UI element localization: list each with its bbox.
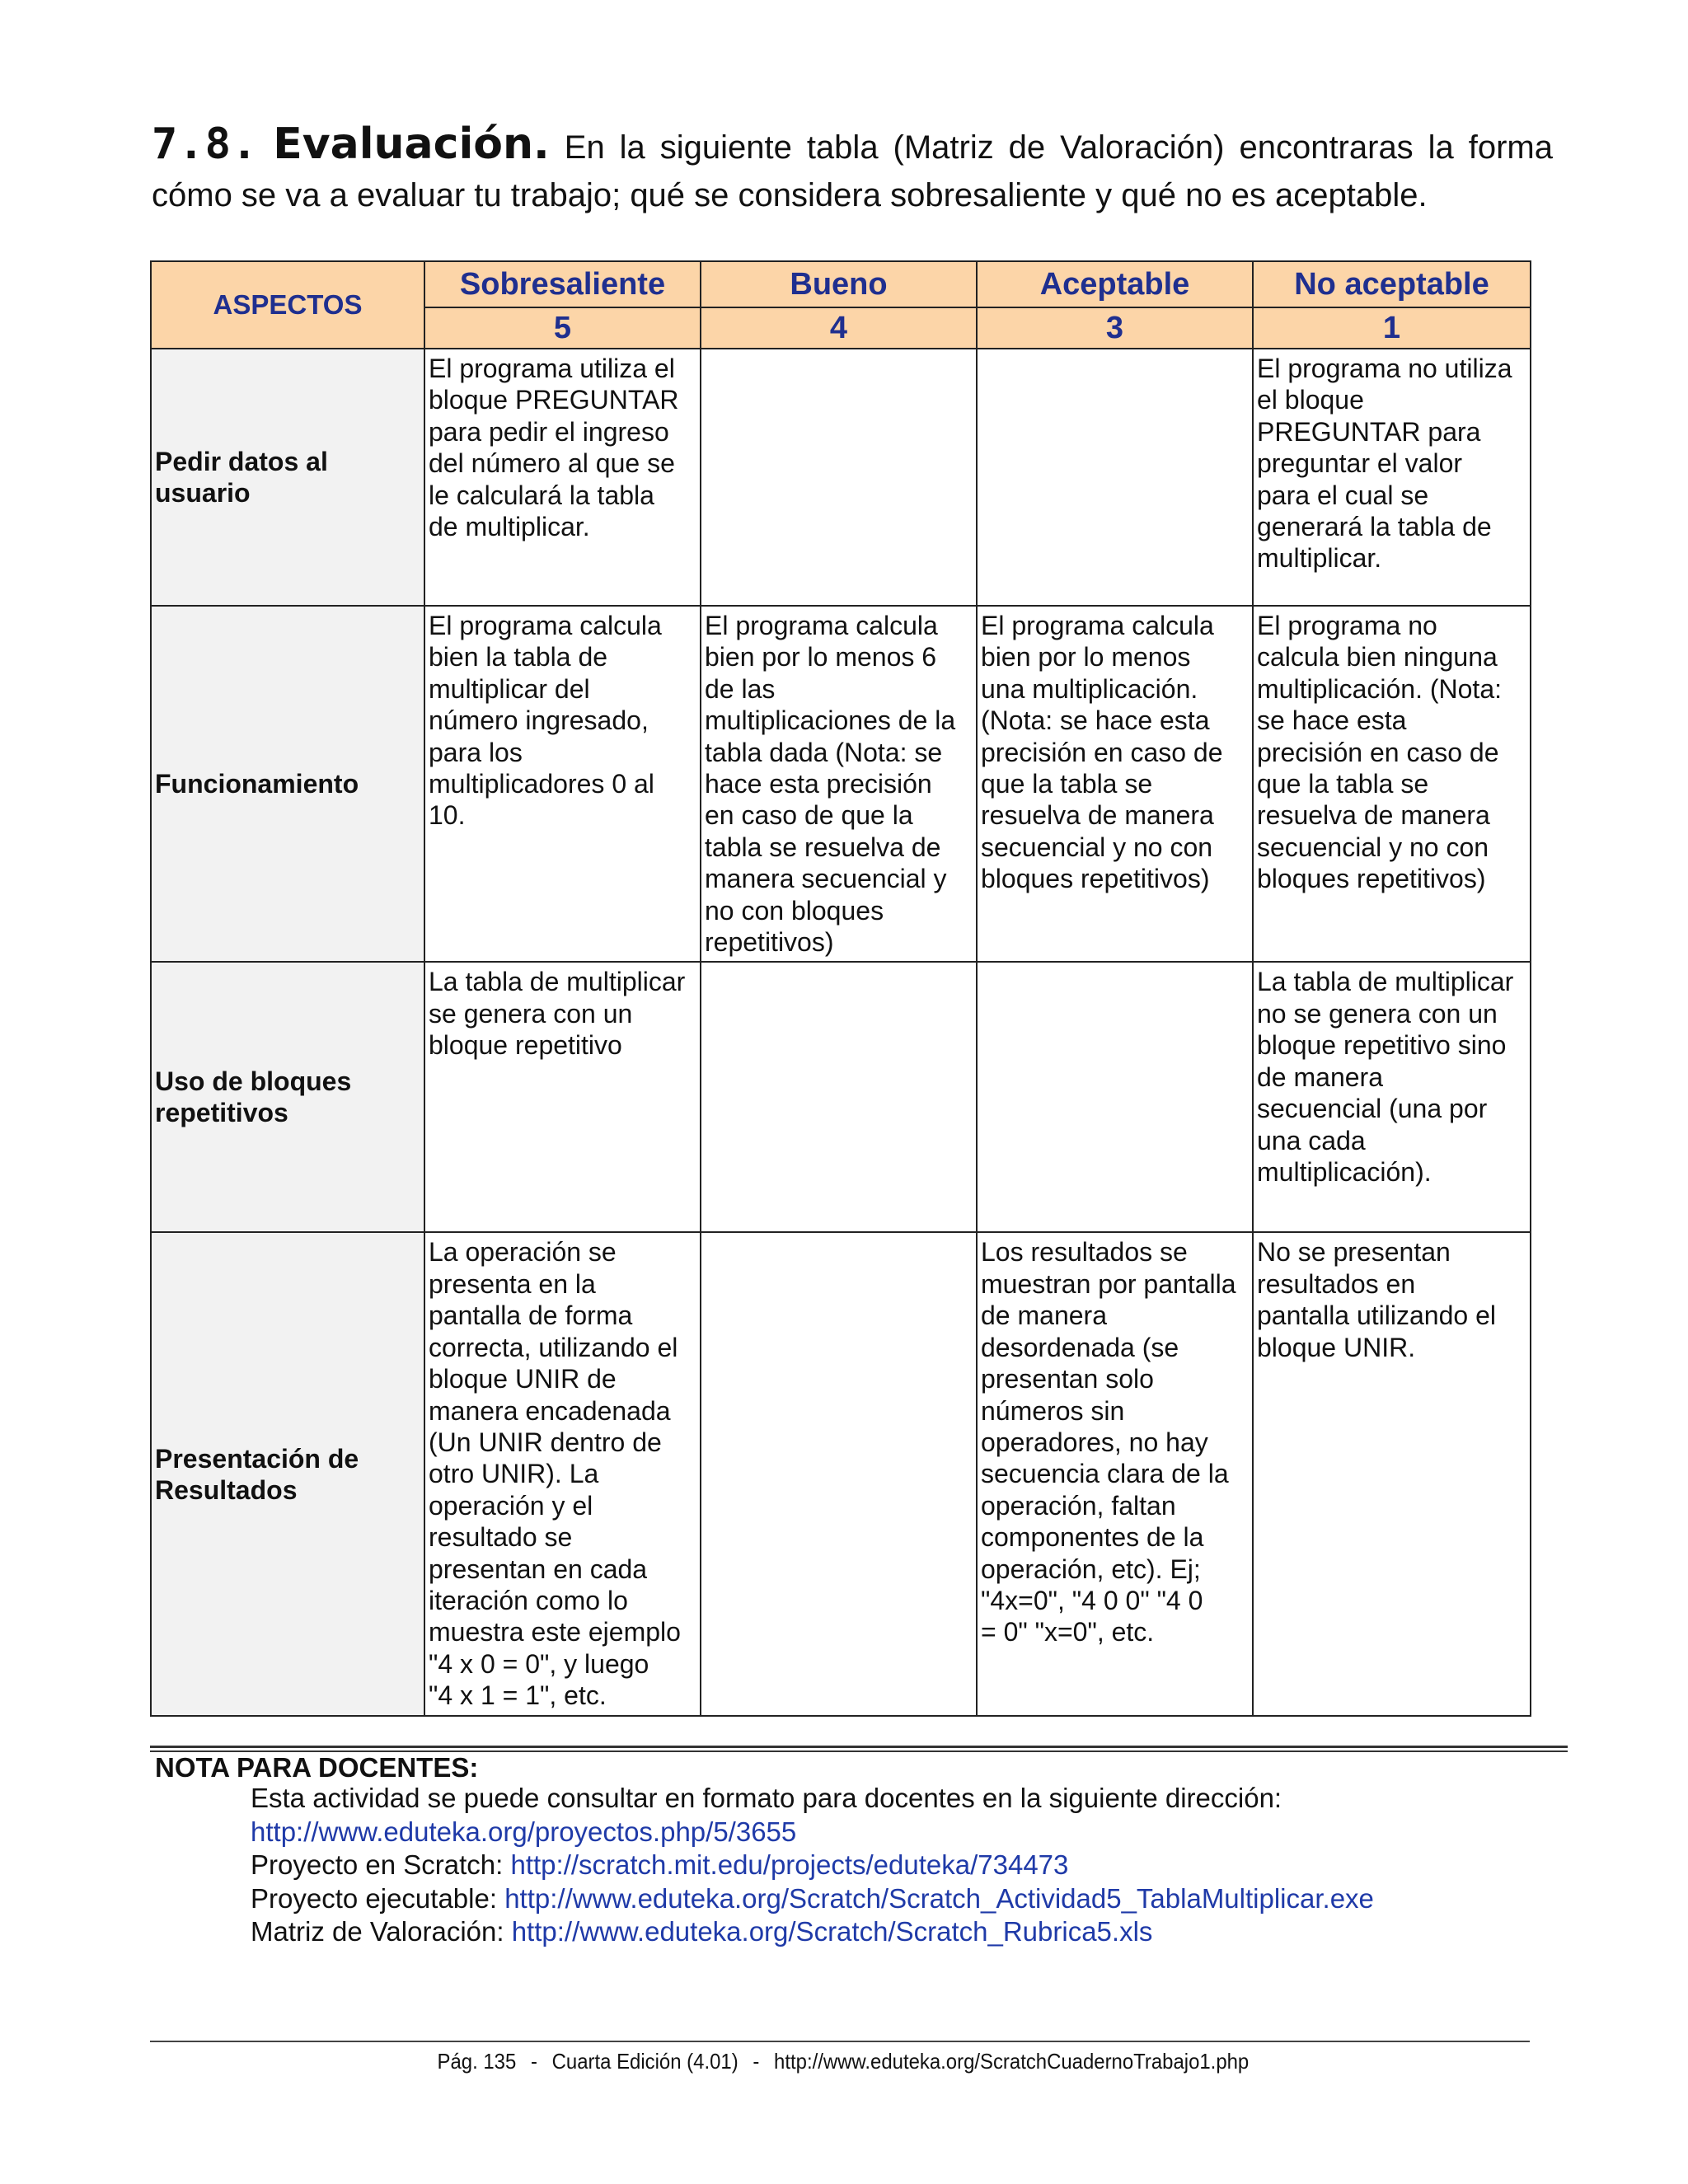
link-matriz[interactable]: http://www.eduteka.org/Scratch/Scratch_Rubrica5.xls [511,1916,1153,1947]
rubric-cell: El programa calcula bien por lo menos una multiplicación. (Nota: se hace esta precisión en caso de que la tabla se resuelva de manera secuencial y no con bloques repetitivos) [977,606,1253,962]
link-exe[interactable]: http://www.eduteka.org/Scratch/Scratch_Actividad5_TablaMultiplicar.exe [504,1882,1374,1914]
nota-body [251,1782,1374,1949]
rubric-cell: El programa calcula bien por lo menos 6 de las multiplicaciones de la tabla dada (Nota: se hace esta precisión en caso de que la tabla se resuelva de manera secuencial y no con bloques repetitivos) [701,606,977,962]
rubric-cell: La tabla de multiplicar no se genera con un bloque repetitivo sino de manera secuencial (una por una cada multiplicación). [1253,962,1531,1232]
exe-label: Proyecto ejecutable: [251,1882,505,1914]
table-row [151,606,1531,962]
rubric-cell [701,349,977,606]
section-title: Evaluación. [273,120,550,169]
scratch-label: Proyecto en Scratch: [251,1849,511,1880]
rubric-cell [977,962,1253,1232]
footer-edition: Cuarta Edición (4.01) [551,2049,738,2074]
nota-intro: Esta actividad se puede consultar en formato para docentes en la siguiente dirección: [251,1783,1282,1813]
section-heading [152,120,1553,219]
footer-sep: - [530,2049,537,2074]
level-header-bueno: Bueno [701,261,977,307]
rubric-table [150,260,1531,1717]
score-bueno: 4 [701,307,977,349]
score-no-aceptable: 1 [1253,307,1531,349]
link-docentes[interactable]: http://www.eduteka.org/proyectos.php/5/3655 [251,1816,797,1847]
rubric-cell: El programa no calcula bien ninguna multiplicación. (Nota: se hace esta precisión en caso de que la tabla se resuelva de manera secuencial y no con bloques repetitivos) [1253,606,1531,962]
score-aceptable: 3 [977,307,1253,349]
level-header-sobresaliente: Sobresaliente [424,261,701,307]
level-header-aceptable: Aceptable [977,261,1253,307]
matriz-label: Matriz de Valoración: [251,1916,512,1947]
rubric-cell: No se presentan resultados en pantalla utilizando el bloque UNIR. [1253,1232,1531,1715]
table-row [151,962,1531,1232]
divider [150,1746,1568,1748]
footer-divider [150,2041,1530,2042]
rubric-cell: Los resultados se muestran por pantalla de manera desordenada (se presentan solo números sin operadores, no hay secuencia clara de la operación, faltan componentes de la operación, etc). Ej; "4x=0", "4 0 0" "4 0 = 0" "x=0", etc. [977,1232,1253,1715]
footer-sep: - [753,2049,760,2074]
section-intro-text: En la siguiente tabla (Matriz de Valoración) encontraras la forma cómo se va a evaluar tu trabajo; qué se considera sobresaliente y qué no es aceptable. [152,129,1553,213]
rubric-cell: El programa no utiliza el bloque PREGUNTAR para preguntar el valor para el cual se generará la tabla de multiplicar. [1253,349,1531,606]
footer-page: Pág. 135 [437,2049,517,2074]
aspects-header: ASPECTOS [151,261,424,349]
rubric-cell: El programa utiliza el bloque PREGUNTAR para pedir el ingreso del número al que se le calculará la tabla de multiplicar. [424,349,701,606]
rubric-cell [701,1232,977,1715]
page-footer [67,2049,1620,2074]
nota-title: NOTA PARA DOCENTES: [155,1752,479,1783]
footer-url: http://www.eduteka.org/ScratchCuadernoTrabajo1.php [774,2049,1250,2074]
score-sobresaliente: 5 [424,307,701,349]
rubric-cell: La tabla de multiplicar se genera con un bloque repetitivo [424,962,701,1232]
link-scratch[interactable]: http://scratch.mit.edu/projects/eduteka/734473 [510,1849,1069,1880]
section-number: 7.8. [152,120,259,169]
rubric-cell [977,349,1253,606]
rubric-cell [701,962,977,1232]
aspect-presentacion: Presentación de Resultados [151,1232,424,1715]
aspect-funcionamiento: Funcionamiento [151,606,424,962]
level-header-no-aceptable: No aceptable [1253,261,1531,307]
rubric-cell: La operación se presenta en la pantalla de forma correcta, utilizando el bloque UNIR de manera encadenada (Un UNIR dentro de otro UNIR). La operación y el resultado se presentan en cada iteración como lo muestra este ejemplo "4 x 0 = 0", y luego "4 x 1 = 1", etc. [424,1232,701,1715]
table-row [151,349,1531,606]
aspect-uso-bloques: Uso de bloques repetitivos [151,962,424,1232]
aspect-pedir-datos: Pedir datos al usuario [151,349,424,606]
rubric-cell: El programa calcula bien la tabla de multiplicar del número ingresado, para los multiplicadores 0 al 10. [424,606,701,962]
table-row [151,1232,1531,1715]
